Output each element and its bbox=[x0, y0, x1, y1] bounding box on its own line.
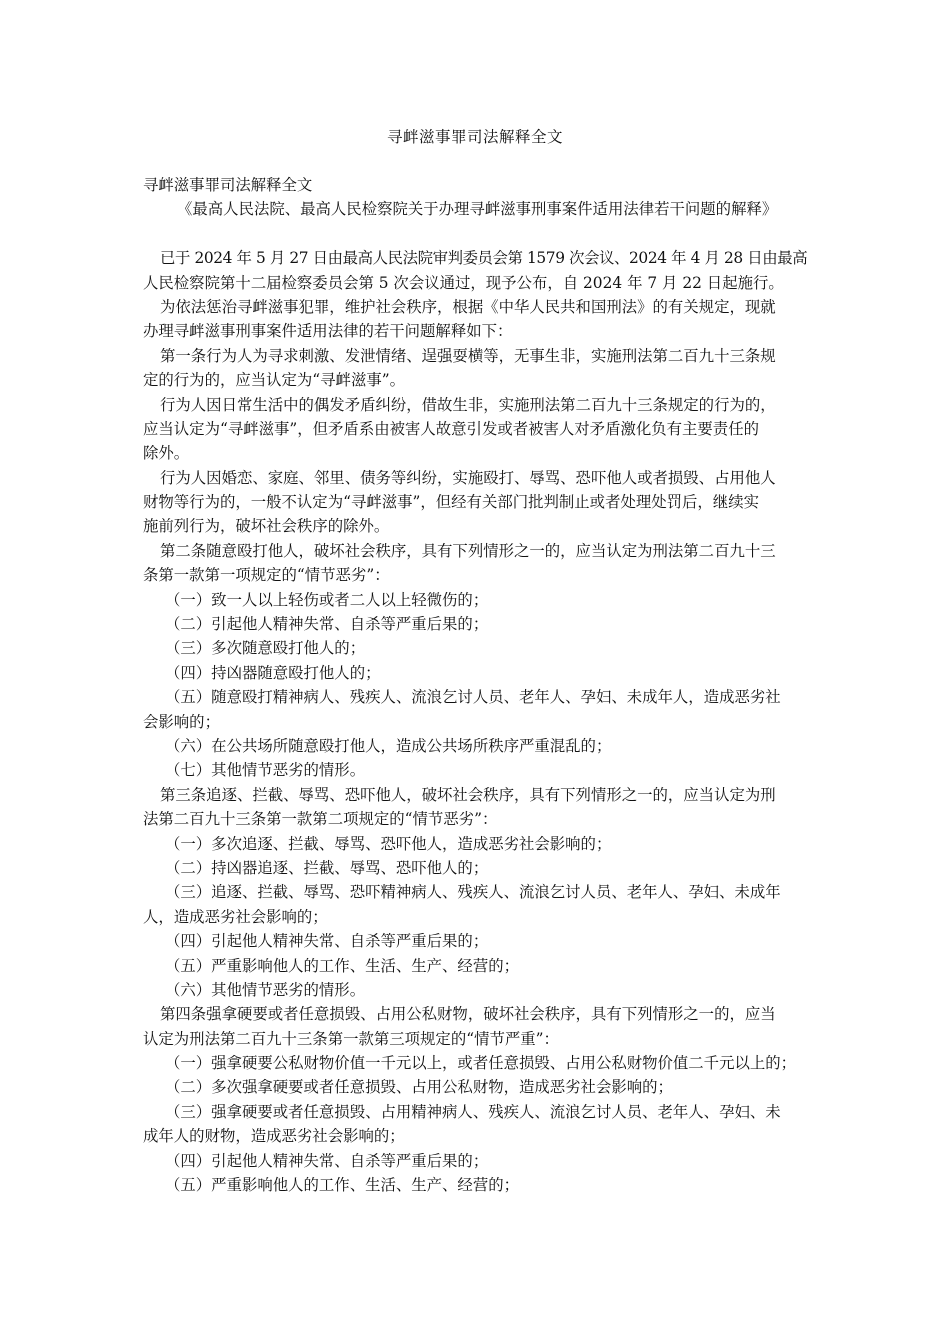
document-title: 寻衅滋事罪司法解释全文 bbox=[386, 128, 563, 146]
list-item: （五）随意殴打精神病人、残疾人、流浪乞讨人员、老年人、孕妇、未成年人，造成恶劣社 bbox=[165, 688, 781, 707]
list-item: （四）引起他人精神失常、自杀等严重后果的； bbox=[165, 932, 489, 951]
text-line: 人，造成恶劣社会影响的； bbox=[143, 907, 328, 926]
text-line: 人民检察院第十二届检察委员会第 5 次会议通过，现予公布，自 2024 年 7 月 22 日起施行。 bbox=[143, 273, 784, 292]
text-line: 第四条强拿硬要或者任意损毁、占用公私财物，破坏社会秩序，具有下列情形之一的，应当 bbox=[160, 1005, 776, 1024]
text-line: 已于 2024 年 5 月 27 日由最高人民法院审判委员会第 1579 次会议、2024 年 4 月 28 日由最高 bbox=[160, 249, 808, 268]
text-line: 办理寻衅滋事刑事案件适用法律的若干问题解释如下： bbox=[143, 322, 513, 341]
text-line: 法第二百九十三条第一款第二项规定的“情节恶劣”： bbox=[143, 810, 498, 829]
text-line: 会影响的； bbox=[143, 712, 220, 731]
list-item: （六）在公共场所随意殴打他人，造成公共场所秩序严重混乱的； bbox=[165, 736, 612, 755]
text-line: 认定为刑法第二百九十三条第一款第三项规定的“情节严重”： bbox=[143, 1029, 559, 1048]
text-line: 第一条行为人为寻求刺激、发泄情绪、逞强耍横等，无事生非，实施刑法第二百九十三条规 bbox=[160, 346, 776, 365]
text-line: 第二条随意殴打他人，破坏社会秩序，具有下列情形之一的，应当认定为刑法第二百九十三 bbox=[160, 541, 776, 560]
list-item: （一）致一人以上轻伤或者二人以上轻微伤的； bbox=[165, 590, 489, 609]
list-item: （四）持凶器随意殴打他人的； bbox=[165, 663, 381, 682]
list-item: （一）多次追逐、拦截、辱骂、恐吓他人，造成恶劣社会影响的； bbox=[165, 834, 612, 853]
paragraph-gap bbox=[143, 222, 811, 246]
text-line: 行为人因日常生活中的偶发矛盾纠纷，借故生非，实施刑法第二百九十三条规定的行为的， bbox=[160, 395, 776, 414]
text-line: 除外。 bbox=[143, 444, 190, 463]
text-line: 定的行为的，应当认定为“寻衅滋事”。 bbox=[143, 371, 405, 390]
list-item: （七）其他情节恶劣的情形。 bbox=[165, 761, 366, 780]
text-line: 成年人的财物，造成恶劣社会影响的； bbox=[143, 1127, 405, 1146]
list-item: （二）持凶器追逐、拦截、辱骂、恐吓他人的； bbox=[165, 858, 489, 877]
text-line: 为依法惩治寻衅滋事犯罪，维护社会秩序，根据《中华人民共和国刑法》的有关规定，现就 bbox=[160, 297, 776, 316]
text-line: 行为人因婚恋、家庭、邻里、债务等纠纷，实施殴打、辱骂、恐吓他人或者损毁、占用他人 bbox=[160, 468, 776, 487]
list-item: （五）严重影响他人的工作、生活、生产、经营的； bbox=[165, 1176, 519, 1195]
document-heading: 寻衅滋事罪司法解释全文 bbox=[143, 176, 313, 194]
document-body bbox=[143, 173, 811, 1197]
list-item: （二）引起他人精神失常、自杀等严重后果的； bbox=[165, 615, 489, 634]
document-subheading: 《最高人民法院、最高人民检察院关于办理寻衅滋事刑事案件适用法律若干问题的解释》 bbox=[177, 200, 778, 219]
list-item: （三）多次随意殴打他人的； bbox=[165, 639, 366, 658]
text-line: 施前列行为，破坏社会秩序的除外。 bbox=[143, 517, 390, 536]
text-line: 财物等行为的，一般不认定为“寻衅滋事”，但经有关部门批判制止或者处理处罚后，继续实 bbox=[143, 493, 759, 512]
list-item: （六）其他情节恶劣的情形。 bbox=[165, 980, 366, 999]
list-item: （三）追逐、拦截、辱骂、恐吓精神病人、残疾人、流浪乞讨人员、老年人、孕妇、未成年 bbox=[165, 883, 781, 902]
list-item: （一）强拿硬要公私财物价值一千元以上，或者任意损毁、占用公私财物价值二千元以上的； bbox=[165, 1054, 797, 1073]
text-line: 应当认定为“寻衅滋事”，但矛盾系由被害人故意引发或者被害人对矛盾激化负有主要责任的 bbox=[143, 419, 759, 438]
list-item: （三）强拿硬要或者任意损毁、占用精神病人、残疾人、流浪乞讨人员、老年人、孕妇、未 bbox=[165, 1102, 781, 1121]
list-item: （四）引起他人精神失常、自杀等严重后果的； bbox=[165, 1151, 489, 1170]
list-item: （五）严重影响他人的工作、生活、生产、经营的； bbox=[165, 956, 519, 975]
text-line: 第三条追逐、拦截、辱骂、恐吓他人，破坏社会秩序，具有下列情形之一的，应当认定为刑 bbox=[160, 785, 776, 804]
text-line: 条第一款第一项规定的“情节恶劣”： bbox=[143, 566, 390, 585]
list-item: （二）多次强拿硬要或者任意损毁、占用公私财物，造成恶劣社会影响的； bbox=[165, 1078, 673, 1097]
